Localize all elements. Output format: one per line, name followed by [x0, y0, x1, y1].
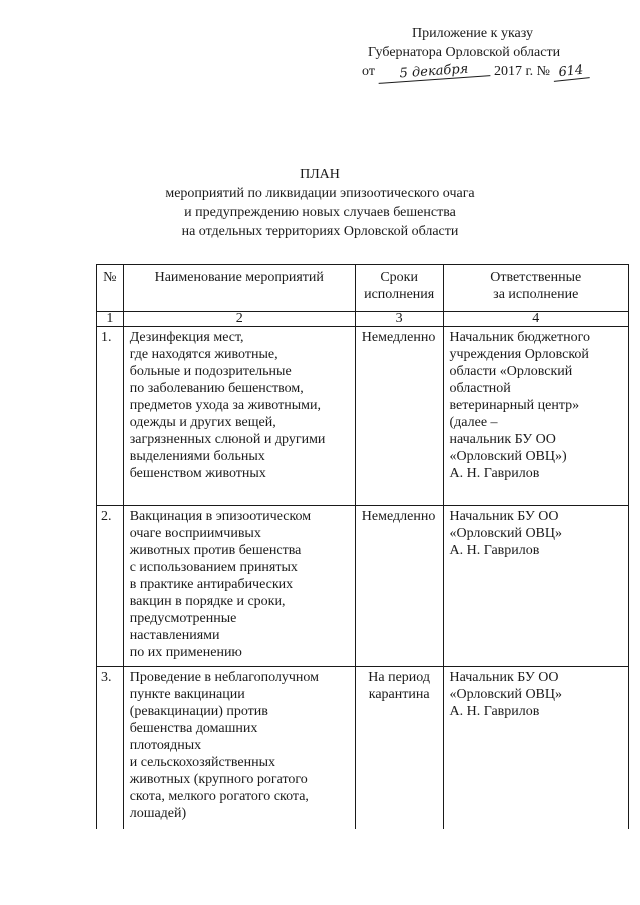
table-row — [97, 327, 629, 506]
responsible-line: «Орловский ОВЦ») — [449, 449, 567, 464]
name-line: животных (крупного рогатого — [129, 772, 308, 787]
terms-line: карантина — [368, 687, 430, 702]
appendix-block — [352, 24, 612, 81]
name-line: с использованием принятых — [129, 560, 298, 575]
name-line: Вакцинация в эпизоотическом — [129, 509, 312, 524]
title-line-1: мероприятий по ликвидации эпизоотического очага — [165, 186, 475, 201]
title-line-3: на отдельных территориях Орловской области — [181, 224, 459, 239]
responsible-line: Начальник БУ ОО — [449, 670, 559, 685]
column-number-row — [97, 312, 629, 327]
row-terms — [355, 506, 443, 667]
title-heading: ПЛАН — [300, 167, 340, 182]
name-line: Проведение в неблагополучном — [129, 670, 320, 685]
name-line: одежды и других вещей, — [129, 415, 276, 430]
responsible-line: А. Н. Гаврилов — [449, 704, 540, 719]
responsible-line: области «Орловский — [449, 364, 573, 379]
name-line: выделениями больных — [129, 449, 265, 464]
terms-line: На период — [368, 670, 431, 685]
header-responsible — [443, 265, 629, 312]
responsible-line: А. Н. Гаврилов — [449, 466, 540, 481]
name-line: и сельскохозяйственных — [129, 755, 276, 770]
row-number: 2. — [97, 506, 124, 667]
responsible-line: Начальник БУ ОО — [449, 509, 559, 524]
responsible-line: (далее – — [449, 415, 498, 430]
header-terms-line-1: Сроки — [380, 270, 418, 285]
name-line: (ревакцинации) против — [129, 704, 268, 719]
row-responsible — [443, 667, 629, 830]
row-number: 3. — [97, 667, 124, 830]
name-line: предусмотренные — [129, 611, 237, 626]
name-line: вакцин в порядке и сроки, — [129, 594, 286, 609]
name-line: животных против бешенства — [129, 543, 302, 558]
table-row — [97, 667, 629, 830]
handwritten-number: 614 — [553, 62, 590, 82]
name-line: в практике антирабических — [129, 577, 294, 592]
plan-table — [96, 264, 629, 829]
row-number: 1. — [97, 327, 124, 506]
name-line: пункте вакцинации — [129, 687, 245, 702]
handwritten-day: 5 декабря — [378, 60, 491, 84]
name-line: лошадей) — [129, 806, 187, 821]
row-responsible — [443, 327, 629, 506]
terms-line: Немедленно — [361, 330, 436, 345]
name-line: загрязненных слюной и другими — [129, 432, 326, 447]
responsible-line: начальник БУ ОО — [449, 432, 556, 447]
name-line: плотоядных — [129, 738, 202, 753]
header-responsible-line-1: Ответственные — [490, 270, 582, 285]
header-responsible-line-2: за исполнение — [493, 287, 579, 302]
name-line: скота, мелкого рогатого скота, — [129, 789, 309, 804]
name-line: где находятся животные, — [129, 347, 278, 362]
name-line: предметов ухода за животными, — [129, 398, 321, 413]
row-name — [123, 667, 355, 830]
responsible-line: А. Н. Гаврилов — [449, 543, 540, 558]
name-line: бешенством животных — [129, 466, 266, 481]
terms-line: Немедленно — [361, 509, 436, 524]
responsible-line: «Орловский ОВЦ» — [449, 526, 562, 541]
column-number: 4 — [443, 312, 629, 327]
name-line: наставлениями — [129, 628, 220, 643]
document-title — [0, 165, 640, 241]
appendix-line-1: Приложение к указу — [412, 26, 533, 41]
column-number: 3 — [355, 312, 443, 327]
header-terms — [355, 265, 443, 312]
responsible-line: Начальник бюджетного — [449, 330, 590, 345]
column-number: 1 — [97, 312, 124, 327]
row-terms — [355, 667, 443, 830]
header-terms-line-2: исполнения — [364, 287, 435, 302]
appendix-line-2: Губернатора Орловской области — [368, 45, 561, 60]
row-responsible — [443, 506, 629, 667]
year-text: 2017 г. № — [493, 64, 550, 79]
column-number: 2 — [123, 312, 355, 327]
row-name — [123, 506, 355, 667]
responsible-line: «Орловский ОВЦ» — [449, 687, 562, 702]
title-line-2: и предупреждению новых случаев бешенства — [184, 205, 456, 220]
row-terms — [355, 327, 443, 506]
responsible-line: учреждения Орловской — [449, 347, 589, 362]
name-line: по их применению — [129, 645, 242, 660]
name-line: бешенства домашних — [129, 721, 258, 736]
row-name — [123, 327, 355, 506]
name-line: очаге восприимчивых — [129, 526, 261, 541]
appendix-date-line — [352, 62, 612, 81]
header-num: № — [97, 265, 124, 312]
table-header-row — [97, 265, 629, 312]
name-line: по заболеванию бешенством, — [129, 381, 304, 396]
responsible-line: областной — [449, 381, 511, 396]
responsible-line: ветеринарный центр» — [449, 398, 580, 413]
header-name: Наименование мероприятий — [123, 265, 355, 312]
date-prefix: от — [362, 64, 375, 79]
table-row — [97, 506, 629, 667]
name-line: больные и подозрительные — [129, 364, 292, 379]
name-line: Дезинфекция мест, — [129, 330, 244, 345]
